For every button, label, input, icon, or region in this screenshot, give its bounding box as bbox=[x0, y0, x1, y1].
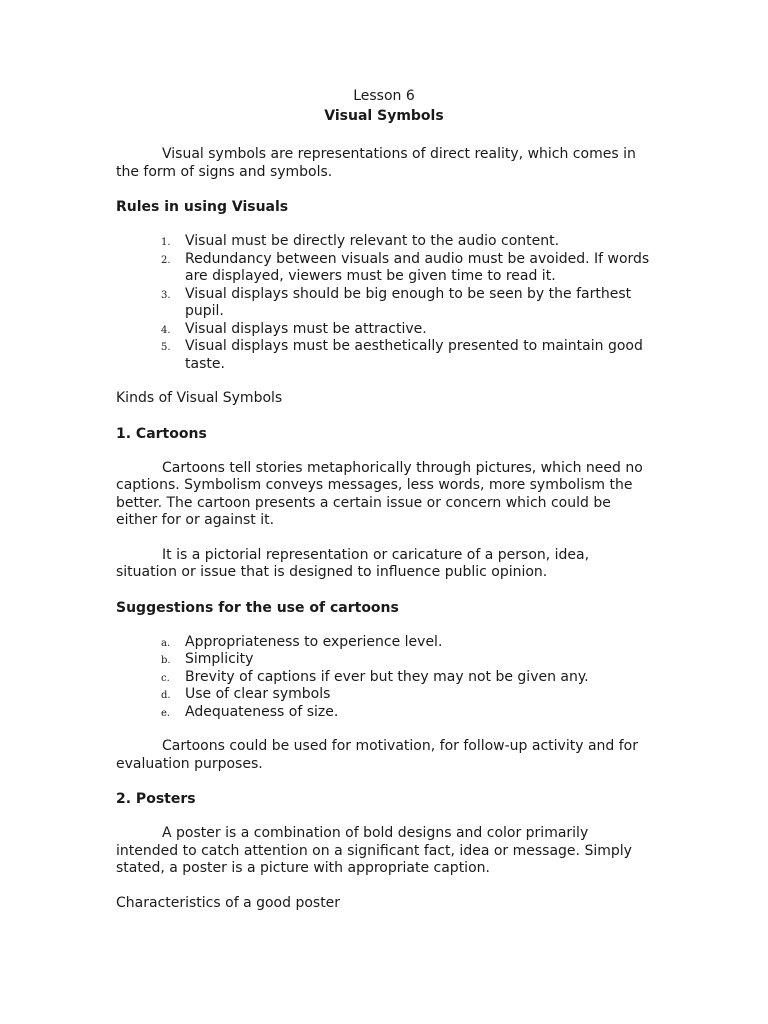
list-marker: e. bbox=[161, 707, 171, 719]
intro-paragraph: Visual symbols are representations of direct reality, which comes in the form of signs and symbols. bbox=[116, 146, 636, 180]
posters-paragraph-1: A poster is a combination of bold designs and color primarily intended to catch attention on a significant fact, idea or message. Simply stated, a poster is a picture with appropriate caption. bbox=[116, 825, 632, 876]
list-item bbox=[161, 338, 652, 373]
list-item bbox=[161, 686, 652, 704]
page-title: Visual Symbols bbox=[324, 108, 444, 124]
list-item-text: Use of clear symbols bbox=[185, 686, 331, 702]
rules-heading: Rules in using Visuals bbox=[116, 199, 289, 215]
list-item-text: Adequateness of size. bbox=[185, 703, 339, 720]
cartoons-paragraph-2: It is a pictorial representation or caricature of a person, idea, situation or issue that is designed to influence public opinion. bbox=[116, 546, 590, 580]
cartoons-paragraph-3: Cartoons could be used for motivation, for follow-up activity and for evaluation purposes. bbox=[116, 738, 638, 772]
list-item-text: Appropriateness to experience level. bbox=[185, 633, 443, 650]
characteristics-line: Characteristics of a good poster bbox=[116, 894, 341, 911]
document-page bbox=[116, 86, 652, 912]
posters-heading: 2. Posters bbox=[116, 791, 196, 807]
list-item-text: Visual displays should be big enough to be seen by the farthest pupil. bbox=[185, 285, 632, 319]
kinds-heading: Kinds of Visual Symbols bbox=[116, 390, 283, 406]
list-marker: 4. bbox=[161, 324, 171, 336]
list-item-text: Redundancy between visuals and audio must be avoided. If words are displayed, viewers must be given time to read it. bbox=[185, 250, 650, 284]
list-item bbox=[161, 250, 652, 286]
list-marker: 1. bbox=[161, 237, 171, 248]
suggestions-list bbox=[116, 634, 652, 722]
list-marker: b. bbox=[161, 655, 171, 666]
list-marker: d. bbox=[161, 690, 171, 701]
list-item bbox=[161, 233, 652, 251]
list-item-text: Simplicity bbox=[185, 651, 254, 667]
cartoons-paragraph-1: Cartoons tell stories metaphorically through pictures, which need no captions. Symbolism conveys messages, less words, more symbolism the better. The cartoon presents a certain issue or concern which could be either for or against it. bbox=[116, 459, 643, 528]
lesson-number: Lesson 6 bbox=[353, 88, 415, 104]
list-item bbox=[161, 668, 652, 687]
list-marker: 3. bbox=[161, 289, 171, 301]
list-marker: 2. bbox=[161, 254, 171, 266]
list-marker: c. bbox=[161, 672, 170, 684]
list-item-text: Visual must be directly relevant to the audio content. bbox=[185, 233, 560, 249]
list-item-text: Visual displays must be aesthetically presented to maintain good taste. bbox=[185, 338, 643, 372]
list-item-text: Brevity of captions if ever but they may not be given any. bbox=[185, 668, 589, 685]
cartoons-heading: 1. Cartoons bbox=[116, 425, 207, 442]
list-item bbox=[161, 633, 652, 652]
list-marker: 5. bbox=[161, 342, 171, 353]
list-item bbox=[161, 703, 652, 722]
list-item-text: Visual displays must be attractive. bbox=[185, 320, 427, 337]
list-item bbox=[161, 651, 652, 669]
list-marker: a. bbox=[161, 637, 171, 649]
rules-list bbox=[116, 233, 652, 373]
list-item bbox=[161, 285, 652, 321]
list-item bbox=[161, 320, 652, 339]
suggestions-heading: Suggestions for the use of cartoons bbox=[116, 599, 399, 616]
